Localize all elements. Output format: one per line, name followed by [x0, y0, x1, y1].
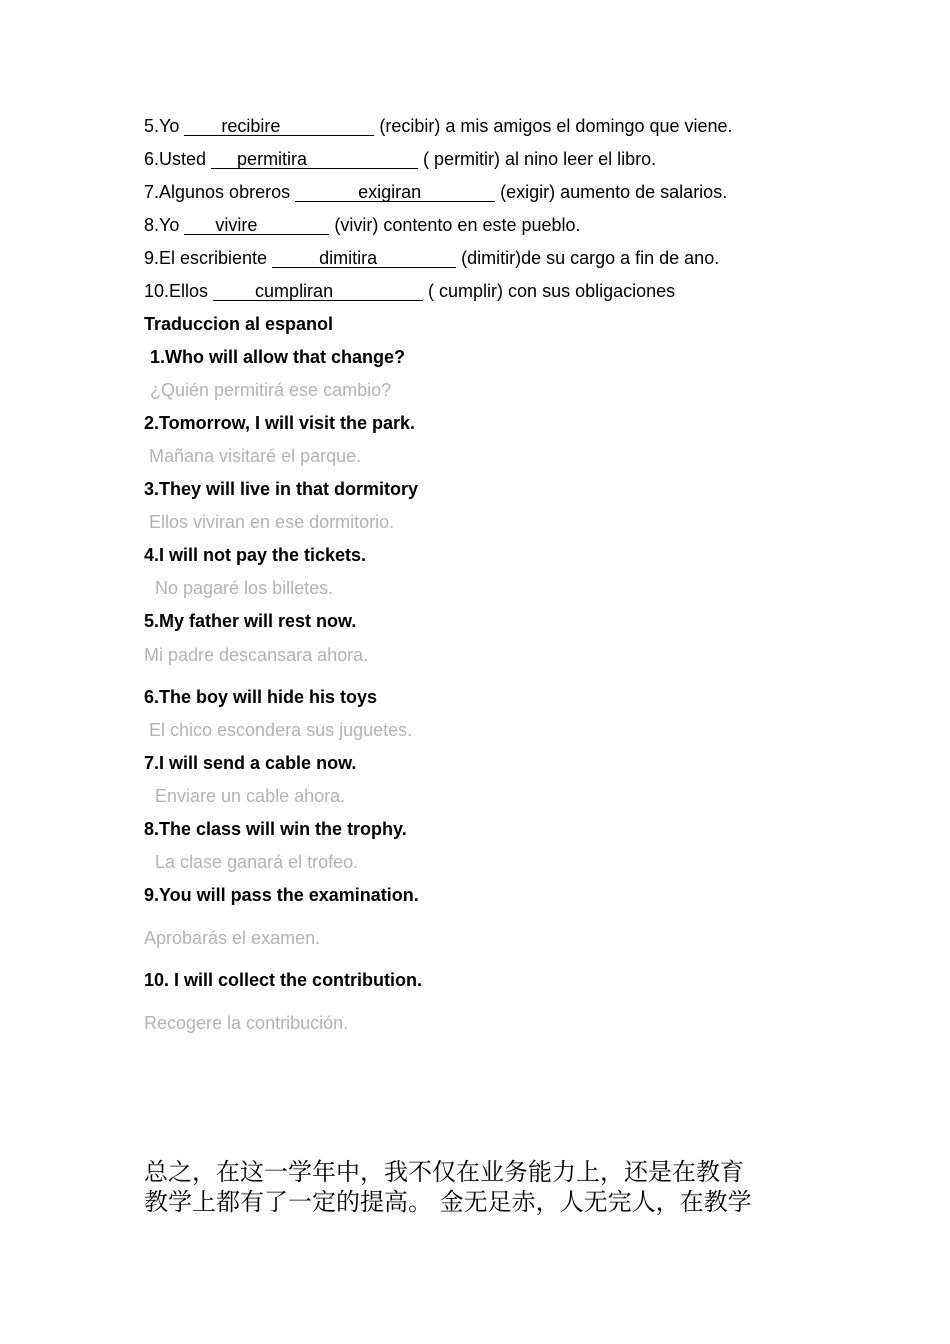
- exercise-line: [144, 214, 581, 236]
- translation-answer: El chico escondera sus juguetes.: [149, 720, 413, 740]
- answer-blank: [295, 183, 495, 202]
- exercise-suffix: ( cumplir) con sus obligaciones: [423, 281, 676, 301]
- answer-blank: [213, 282, 423, 301]
- exercise-line: [144, 280, 675, 302]
- exercise-line: [144, 181, 727, 203]
- exercise-line: [144, 247, 719, 269]
- answer-blank: [211, 150, 418, 169]
- translation-question: 3.They will live in that dormitory: [144, 479, 419, 499]
- exercise-prefix: 5.Yo: [144, 116, 185, 136]
- translation-question: 4.I will not pay the tickets.: [144, 545, 367, 565]
- exercise-line: [144, 148, 656, 170]
- answer-text: exigiran: [358, 182, 422, 202]
- translation-question: 8.The class will win the trophy.: [144, 819, 407, 839]
- translation-answer: Enviare un cable ahora.: [155, 786, 346, 806]
- answer-text: recibire: [221, 116, 281, 136]
- translation-question: 2.Tomorrow, I will visit the park.: [144, 413, 416, 433]
- exercise-prefix: 7.Algunos obreros: [144, 182, 296, 202]
- answer-blank: [184, 216, 329, 235]
- exercise-prefix: 6.Usted: [144, 149, 212, 169]
- translation-question: 5.My father will rest now.: [144, 611, 357, 631]
- exercise-prefix: 9.El escribiente: [144, 248, 273, 268]
- translation-answer: Ellos viviran en ese dormitorio.: [149, 512, 395, 532]
- translation-answer: Mi padre descansara ahora.: [144, 645, 369, 665]
- translation-question: 9.You will pass the examination.: [144, 885, 419, 905]
- exercise-suffix: ( permitir) al nino leer el libro.: [418, 149, 657, 169]
- answer-blank: [184, 117, 374, 136]
- translation-answer: Aprobarás el examen.: [144, 928, 321, 948]
- answer-text: vivire: [215, 215, 258, 235]
- exercise-suffix: (dimitir)de su cargo a fin de ano.: [456, 248, 720, 268]
- exercise-suffix: (vivir) contento en este pueblo.: [329, 215, 581, 235]
- exercise-suffix: (exigir) aumento de salarios.: [495, 182, 728, 202]
- exercise-line: [144, 115, 733, 137]
- exercise-prefix: 10.Ellos: [144, 281, 214, 301]
- closing-paragraph-line: 教学上都有了一定的提高。 金无足赤，人无完人，在教学: [144, 1188, 752, 1216]
- answer-text: dimitira: [319, 248, 378, 268]
- exercise-prefix: 8.Yo: [144, 215, 185, 235]
- translation-answer: Recogere la contribución.: [144, 1013, 349, 1033]
- answer-blank: [272, 249, 456, 268]
- translation-answer: No pagaré los billetes.: [155, 578, 334, 598]
- exercise-suffix: (recibir) a mis amigos el domingo que viene.: [374, 116, 733, 136]
- translation-answer: La clase ganará el trofeo.: [155, 852, 359, 872]
- closing-paragraph-line: 总之，在这一学年中，我不仅在业务能力上，还是在教育: [144, 1158, 744, 1186]
- translation-question: 1.Who will allow that change?: [150, 347, 406, 367]
- section-heading: Traduccion al espanol: [144, 314, 334, 334]
- translation-answer: ¿Quién permitirá ese cambio?: [150, 380, 392, 400]
- translation-answer: Mañana visitaré el parque.: [149, 446, 362, 466]
- translation-question: 7.I will send a cable now.: [144, 753, 357, 773]
- answer-text: permitira: [237, 149, 308, 169]
- translation-question: 10. I will collect the contribution.: [144, 970, 423, 990]
- answer-text: cumpliran: [255, 281, 334, 301]
- translation-question: 6.The boy will hide his toys: [144, 687, 378, 707]
